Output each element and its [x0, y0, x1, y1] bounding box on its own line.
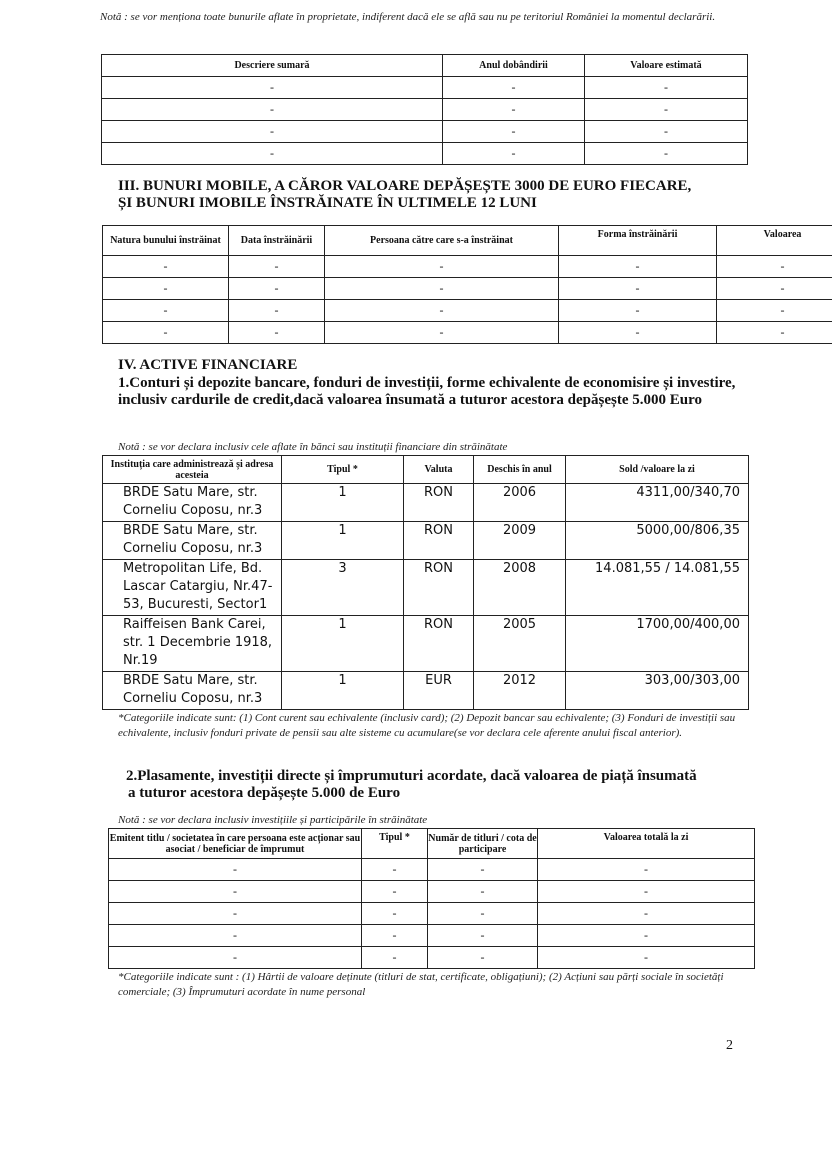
col-header: Instituția care administrează și adresa acesteia: [103, 456, 282, 484]
table-cell: -: [362, 925, 428, 947]
table-cell: -: [585, 77, 748, 99]
col-header: Tipul *: [362, 829, 428, 859]
section-3-heading-line1: III. BUNURI MOBILE, A CĂROR VALOARE DEPĂȘEȘTE 3000 DE EURO FIECARE,: [118, 178, 692, 194]
section-3-heading: [118, 178, 758, 212]
table-row: [109, 903, 755, 925]
footnote-categories-1: *Categoriile indicate sunt: (1) Cont curent sau echivalente (inclusiv card); (2) Depozit bancar sau echivalente; (3) Fonduri de investiții sau echivalente, inclusiv fonduri private de pensii sau alte sisteme cu acumulare(se vor declara cele aferente anului fiscal anterior).: [118, 712, 736, 739]
table-cell: -: [443, 121, 585, 143]
currency-cell: RON: [404, 560, 474, 616]
col-header: Valuta: [404, 456, 474, 484]
table-cell: -: [102, 143, 443, 165]
table-row: [103, 300, 832, 322]
table-cell: -: [538, 881, 755, 903]
table-row: [102, 77, 748, 99]
table-cell: -: [109, 925, 362, 947]
type-cell: 1: [282, 522, 404, 560]
table-cell: -: [428, 903, 538, 925]
table-row: [103, 672, 749, 710]
table-cell: -: [559, 278, 717, 300]
table-cell: -: [325, 278, 559, 300]
table-row: [103, 616, 749, 672]
table-cell: -: [717, 256, 832, 278]
page-number: 2: [726, 1038, 733, 1053]
table-cell: -: [428, 881, 538, 903]
table-cell: -: [103, 256, 229, 278]
table-bank-accounts: [102, 455, 749, 710]
col-header: Persoana către care s-a înstrăinat: [325, 226, 559, 256]
table-row: [103, 256, 832, 278]
col-header: Valoarea totală la zi: [538, 829, 755, 859]
table-cell: -: [103, 278, 229, 300]
table-cell: -: [229, 278, 325, 300]
table-row: [109, 925, 755, 947]
year-cell: 2008: [474, 560, 566, 616]
section-4-sub2-line1: 2.Plasamente, investiții directe și împrumuturi acordate, dacă valoarea de piață însumată: [126, 768, 697, 784]
balance-cell: 4311,00/340,70: [566, 484, 749, 522]
year-cell: 2012: [474, 672, 566, 710]
table-cell: -: [538, 903, 755, 925]
section-4-sub2-line2: a tuturor acestora depășește 5.000 de Euro: [128, 785, 401, 801]
table-cell: -: [325, 256, 559, 278]
balance-cell: 303,00/303,00: [566, 672, 749, 710]
col-header: Anul dobândirii: [443, 55, 585, 77]
table-cell: -: [559, 322, 717, 344]
table-cell: -: [362, 881, 428, 903]
table-cell: -: [559, 300, 717, 322]
section-4-heading: IV. ACTIVE FINANCIARE: [118, 357, 298, 373]
section-3-heading-line2: ȘI BUNURI IMOBILE ÎNSTRĂINATE ÎN ULTIMELE 12 LUNI: [118, 195, 537, 211]
type-cell: 1: [282, 616, 404, 672]
year-cell: 2009: [474, 522, 566, 560]
table-cell: -: [538, 859, 755, 881]
table-cell: -: [109, 859, 362, 881]
col-header: Tipul *: [282, 456, 404, 484]
currency-cell: RON: [404, 522, 474, 560]
table-investments: [108, 828, 755, 969]
table-cell: -: [717, 322, 832, 344]
col-header: Valoarea: [717, 226, 832, 256]
table-cell: -: [109, 881, 362, 903]
footnote-categories-2: *Categoriile indicate sunt : (1) Hârtii de valoare deținute (titluri de stat, certificate, obligațiuni); (2) Acțiuni sau părți sociale în societăți comerciale; (3) Împrumuturi acordate în nume personal: [118, 971, 724, 998]
institution-cell: BRDE Satu Mare, str. Corneliu Coposu, nr.3: [103, 522, 282, 560]
table-row: [103, 484, 749, 522]
section-4-note: Notă : se vor declara inclusiv cele aflate în bănci sau instituții financiare din străinătate: [118, 441, 508, 453]
section-4-sub1: 1.Conturi și depozite bancare, fonduri de investiții, forme echivalente de economisire și investire, inclusiv cardurile de credit,dacă valoarea însumată a tuturor acestora depășește 5.000 Euro: [118, 375, 736, 408]
table-cell: -: [102, 99, 443, 121]
table-cell: -: [109, 903, 362, 925]
table-cell: -: [325, 322, 559, 344]
col-header: Număr de titluri / cota de participare: [428, 829, 538, 859]
year-cell: 2005: [474, 616, 566, 672]
institution-cell: Raiffeisen Bank Carei, str. 1 Decembrie 1918, Nr.19: [103, 616, 282, 672]
top-note: Notă : se vor menționa toate bunurile aflate în proprietate, indiferent dacă ele se află sau nu pe teritoriul României la momentul declarării.: [100, 11, 716, 23]
table-row: [109, 859, 755, 881]
table-cell: -: [362, 947, 428, 969]
table-row: [103, 278, 832, 300]
type-cell: 3: [282, 560, 404, 616]
table-cell: -: [229, 300, 325, 322]
balance-cell: 14.081,55 / 14.081,55: [566, 560, 749, 616]
table-row: [102, 99, 748, 121]
table-cell: -: [538, 947, 755, 969]
institution-cell: BRDE Satu Mare, str. Corneliu Coposu, nr.3: [103, 484, 282, 522]
col-header: Deschis în anul: [474, 456, 566, 484]
table-cell: -: [428, 947, 538, 969]
table-row: [102, 121, 748, 143]
institution-cell: BRDE Satu Mare, str. Corneliu Coposu, nr.3: [103, 672, 282, 710]
table-cell: -: [428, 859, 538, 881]
col-header: Valoare estimată: [585, 55, 748, 77]
table-cell: -: [717, 278, 832, 300]
table-cell: -: [559, 256, 717, 278]
table-row: [109, 881, 755, 903]
table-cell: -: [109, 947, 362, 969]
currency-cell: RON: [404, 484, 474, 522]
table-row: [109, 947, 755, 969]
col-header: Forma înstrăinării: [559, 226, 717, 256]
table-cell: -: [325, 300, 559, 322]
table-assets: [101, 54, 748, 165]
balance-cell: 5000,00/806,35: [566, 522, 749, 560]
table-cell: -: [428, 925, 538, 947]
balance-cell: 1700,00/400,00: [566, 616, 749, 672]
table-cell: -: [362, 903, 428, 925]
col-header: Sold /valoare la zi: [566, 456, 749, 484]
col-header: Descriere sumară: [102, 55, 443, 77]
table-cell: -: [103, 322, 229, 344]
col-header: Emitent titlu / societatea în care persoana este acționar sau asociat / beneficiar de împrumut: [109, 829, 362, 859]
table-cell: -: [103, 300, 229, 322]
table-row: [103, 322, 832, 344]
col-header: Natura bunului înstrăinat: [103, 226, 229, 256]
table-cell: -: [585, 99, 748, 121]
table-cell: -: [443, 99, 585, 121]
table-row: [103, 522, 749, 560]
table-cell: -: [362, 859, 428, 881]
table-cell: -: [585, 143, 748, 165]
type-cell: 1: [282, 672, 404, 710]
table-cell: -: [102, 77, 443, 99]
table-cell: -: [443, 143, 585, 165]
table-cell: -: [585, 121, 748, 143]
year-cell: 2006: [474, 484, 566, 522]
section-4-sub2: [126, 768, 746, 802]
table-cell: -: [229, 256, 325, 278]
currency-cell: RON: [404, 616, 474, 672]
table-cell: -: [443, 77, 585, 99]
investments-note: Notă : se vor declara inclusiv investițiile și participările în străinătate: [118, 814, 428, 826]
col-header: Data înstrăinării: [229, 226, 325, 256]
table-alienated-assets: [102, 225, 832, 344]
currency-cell: EUR: [404, 672, 474, 710]
table-cell: -: [229, 322, 325, 344]
table-cell: -: [717, 300, 832, 322]
table-cell: -: [538, 925, 755, 947]
table-row: [102, 143, 748, 165]
table-cell: -: [102, 121, 443, 143]
type-cell: 1: [282, 484, 404, 522]
table-row: [103, 560, 749, 616]
institution-cell: Metropolitan Life, Bd. Lascar Catargiu, Nr.47-53, Bucuresti, Sector1: [103, 560, 282, 616]
